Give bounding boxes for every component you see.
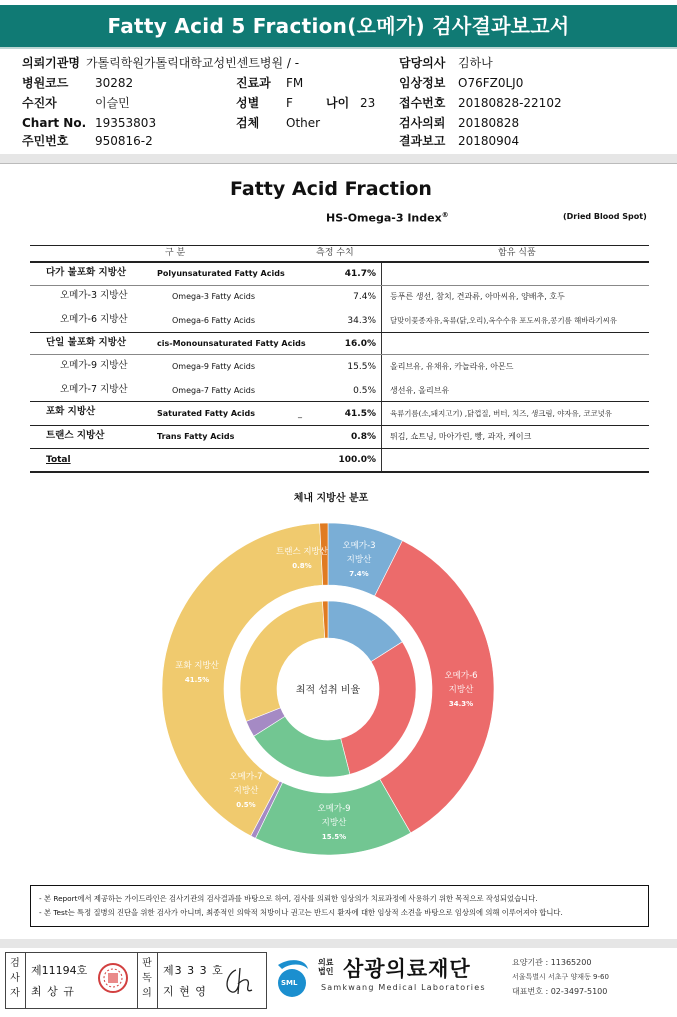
section-title: Fatty Acid Fraction [230, 178, 432, 200]
org-phone: 대표번호 : 02-3497-5100 [512, 987, 608, 996]
inner-slice-1 [341, 642, 416, 774]
svg-text:15.5%: 15.5% [321, 833, 347, 841]
header-value: 측정 수치 [316, 248, 354, 258]
hospital-code-value: 30282 [95, 76, 134, 90]
footer-divider [0, 939, 677, 948]
org-address: 서울특별시 서초구 양재동 9-60 [512, 973, 609, 981]
row-ko-label: 다가 불포화 지방산 [46, 267, 127, 278]
svg-text:지방산: 지방산 [321, 818, 347, 828]
request-date-label: 검사의뢰 [399, 116, 446, 130]
sex-value: F [286, 96, 293, 110]
row-ko-label: 오메가-6 지방산 [60, 314, 128, 325]
chart-title: 체내 지방산 분포 [293, 493, 369, 504]
header-foods: 함유 식품 [498, 248, 536, 258]
total-label: Total [46, 455, 71, 465]
age-value: 23 [360, 96, 376, 110]
hospital-label: 의뢰기관명 [22, 56, 80, 70]
row-value: 15.5% [347, 362, 376, 372]
hospital-code-label: 병원코드 [22, 76, 69, 90]
age-label: 나이 [326, 96, 350, 110]
department-label: 진료과 [236, 76, 271, 90]
footnote-line-1: - 본 Report에서 제공하는 가이드라인은 검사기관의 검사결과를 바탕으로 하여, 검사를 의뢰한 임상의가 치료과정에 사용하기 위한 목적으로 작성되었습니다. [39, 894, 538, 903]
row-foods: 튀김, 쇼트닝, 마아가린, 빵, 과자, 케이크 [390, 432, 532, 441]
row-foods: 생선유, 올리브유 [390, 386, 450, 395]
svg-text:포화 지방산: 포화 지방산 [175, 661, 219, 671]
request-date-value: 20180828 [458, 116, 520, 130]
footnote-line-2: - 본 Test는 특정 질병의 진단을 위한 검사가 아니며, 최종적인 의학적 처방이나 권고는 반드시 환자에 대한 임상적 소견을 바탕으로 임상의에 의해 이루어져야 합니다. [39, 908, 563, 917]
svg-text:0.8%: 0.8% [292, 562, 312, 570]
svg-text:오메가-9: 오메가-9 [317, 804, 351, 814]
svg-text:0.5%: 0.5% [236, 801, 256, 809]
row-foods: 달맞이꽃종자유,육류(닭,오리),옥수수유 포도씨유,콩기름 해바라기씨유 [390, 316, 617, 325]
chart-no-label: Chart No. [22, 116, 87, 130]
row-ko-label: 오메가-7 지방산 [60, 384, 128, 395]
name-label: 수진자 [22, 96, 57, 110]
clinical-info-value: O76FZ0LJ0 [458, 76, 524, 90]
name-value: 이슬민 [95, 96, 130, 110]
specimen-value: Other [286, 116, 321, 130]
svg-text:오메가-7: 오메가-7 [229, 772, 263, 782]
svg-text:오메가-6: 오메가-6 [444, 671, 478, 681]
signature-divider [25, 952, 26, 1009]
svg-text:7.4%: 7.4% [349, 570, 369, 578]
clinical-info-label: 임상정보 [399, 76, 446, 90]
svg-text:지방산: 지방산 [233, 786, 259, 796]
row-ko-label: 트랜스 지방산 [46, 430, 105, 441]
report-date-value: 20180904 [458, 134, 520, 148]
specimen-label: 검체 [236, 116, 260, 130]
signature-divider [157, 952, 158, 1009]
hospital-value: 가톨릭학원가톨릭대학교성빈센트병원 [85, 56, 284, 70]
examiner-name: 최 상 규 [31, 985, 75, 998]
row-ko-label: 오메가-3 지방산 [60, 290, 128, 301]
doctor-label: 담당의사 [399, 56, 446, 70]
svg-text:34.3%: 34.3% [448, 700, 474, 708]
row-en-label: Omega-6 Fatty Acids [172, 316, 256, 325]
report-title: Fatty Acid 5 Fraction(오메가) 검사결과보고서 [0, 5, 677, 47]
row-value: 41.7% [344, 269, 376, 279]
specimen-note: (Dried Blood Spot) [563, 212, 647, 221]
svg-text:41.5%: 41.5% [184, 676, 210, 684]
row-value: 0.5% [353, 386, 376, 396]
row-foods: 등푸른 생선, 참치, 견과류, 아마씨유, 양배추, 호두 [390, 292, 565, 301]
reviewer-label: 판 독 의 [142, 958, 152, 999]
row-value: 41.5% [344, 409, 376, 419]
section-subtitle: HS-Omega-3 Index® [326, 211, 449, 225]
org-prefix: 의료 법인 [318, 958, 334, 976]
row-value: 7.4% [353, 292, 376, 302]
reviewer-signature [222, 960, 262, 1000]
svg-text:지방산: 지방산 [448, 685, 474, 695]
svg-text:지방산: 지방산 [346, 555, 372, 565]
signature-divider [137, 952, 138, 1009]
inner-slice-4 [240, 601, 325, 721]
receipt-no-label: 접수번호 [399, 96, 446, 110]
footnote-box [30, 885, 649, 927]
row-en-label: Trans Fatty Acids [157, 432, 235, 441]
total-value: 100.0% [338, 455, 376, 465]
department-value: FM [286, 76, 304, 90]
row-value: 0.8% [351, 432, 376, 442]
row-foods: 올리브유, 유채유, 카놀라유, 아몬드 [390, 362, 514, 371]
row-extra-mark: _ [298, 409, 302, 418]
row-en-label: Omega-3 Fatty Acids [172, 292, 256, 301]
chart-no-value: 19353803 [95, 116, 157, 130]
examiner-seal [97, 962, 129, 994]
row-ko-label: 단일 불포화 지방산 [46, 337, 127, 348]
chart-center-label: 최적 섭취 비율 [295, 685, 361, 696]
hospital-field: 의뢰기관명 가톨릭학원가톨릭대학교성빈센트병원 / - [22, 56, 300, 70]
org-english-name: Samkwang Medical Laboratories [321, 983, 486, 992]
institution-code: 요양기관 : 11365200 [512, 958, 592, 967]
examiner-label: 검 사 자 [10, 958, 20, 999]
svg-text:오메가-3: 오메가-3 [342, 541, 376, 551]
doctor-value: 김하나 [458, 56, 493, 70]
org-name: 삼광의료재단 [343, 957, 471, 981]
svg-text:트랜스 지방산: 트랜스 지방산 [276, 547, 328, 557]
row-foods: 육류기름(소,돼지고기) ,닭껍질, 버터, 치즈, 생크림, 야자유, 코코넛유 [390, 409, 612, 418]
slice-label-2 [317, 803, 350, 841]
row-ko-label: 포화 지방산 [46, 406, 96, 417]
examiner-license: 제11194호 [31, 964, 88, 977]
row-value: 34.3% [347, 316, 376, 326]
row-en-label: cis-Monounsaturated Fatty Acids [157, 339, 306, 348]
report-date-label: 결과보고 [399, 134, 446, 148]
reviewer-name: 지 현 영 [163, 985, 207, 998]
sex-label: 성별 [236, 96, 260, 110]
resident-no-value: 950816-2 [95, 134, 153, 148]
header-category: 구 분 [165, 248, 186, 258]
row-en-label: Omega-7 Fatty Acids [172, 386, 256, 395]
row-en-label: Saturated Fatty Acids [157, 409, 255, 418]
reviewer-license: 제3 3 3 호 [163, 964, 224, 977]
receipt-no-value: 20180828-22102 [458, 96, 562, 110]
row-en-label: Polyunsaturated Fatty Acids [157, 269, 285, 278]
logo-text: SML [281, 979, 298, 987]
slice-label-1 [444, 670, 477, 708]
resident-no-label: 주민번호 [22, 134, 69, 148]
row-value: 16.0% [344, 339, 376, 349]
row-en-label: Omega-9 Fatty Acids [172, 362, 256, 371]
row-ko-label: 오메가-9 지방산 [60, 360, 128, 371]
